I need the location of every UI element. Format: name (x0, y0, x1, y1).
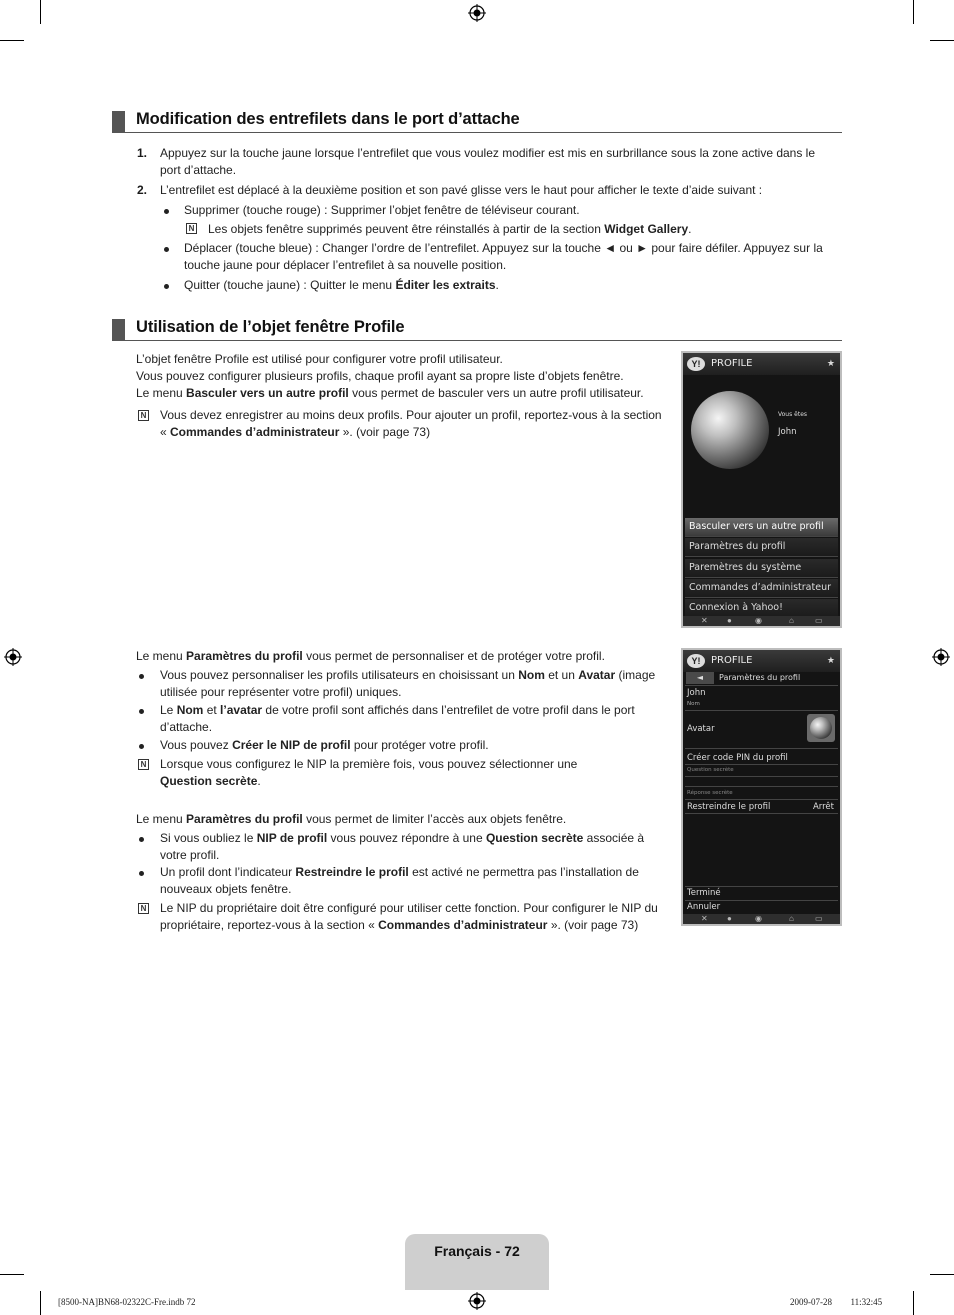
bullet (164, 209, 169, 214)
paragraph: L’objet fenêtre Profile est utilisé pour configurer votre profil utilisateur. Vous pouvez configurer plusieurs profils, chaque profil ayant sa propre liste d’objets fenêtre. Le menu Basculer vers un autre profil vous permet de basculer vers un autre profil utilisateur. (136, 352, 644, 400)
registration-mark-icon (468, 1292, 486, 1310)
step-number: 2. (137, 183, 148, 197)
crop-mark (0, 40, 24, 41)
note-icon: N (138, 903, 149, 914)
divider (685, 900, 838, 901)
crop-mark (913, 1291, 914, 1315)
home-icon: ⌂ (789, 914, 794, 923)
step-number: 1. (137, 146, 148, 160)
bullet-text: Déplacer (touche bleue) : Changer l’ordre de l’entrefilet. Appuyez sur la touche ◄ ou ► pour faire défiler. Appuyez sur la touche jaune pour déplacer l’entrefilet à sa nouvelle position. (184, 241, 823, 272)
restrict-profile-value[interactable]: Arrêt (812, 802, 834, 812)
page-number: Français - 72 (434, 1243, 520, 1259)
dot-icon: ● (727, 914, 732, 923)
bullet (164, 247, 169, 252)
note-icon: N (186, 223, 197, 234)
crop-mark (40, 1291, 41, 1315)
screen-footer-bar (683, 616, 840, 626)
screen-header (683, 353, 840, 375)
menu-item-admin-commands[interactable]: Commandes d’administrateur (685, 579, 838, 598)
divider (685, 799, 838, 800)
screen-footer-bar (683, 914, 840, 924)
bullet (164, 284, 169, 289)
restrict-profile-item[interactable]: Restreindre le profil (687, 802, 771, 812)
crop-mark (930, 1274, 954, 1275)
bullet-text: Le Nom et l’avatar de votre profil sont affichés dans l’entrefilet de votre profil dans le port d’attache. (160, 703, 635, 734)
avatar-globe (810, 717, 832, 739)
crop-mark (0, 1274, 24, 1275)
menu-item-switch-profile[interactable]: Basculer vers un autre profil (685, 518, 838, 537)
crop-mark (40, 0, 41, 24)
cancel-button[interactable]: Annuler (687, 902, 721, 912)
profile-settings-screen (681, 648, 842, 926)
menu-item-yahoo-login[interactable]: Connexion à Yahoo! (685, 599, 838, 618)
bullet (139, 709, 144, 714)
secret-answer-item[interactable]: Réponse secrète (687, 790, 733, 796)
avatar-thumbnail[interactable] (807, 714, 835, 742)
subheader: Paramètres du profil (719, 673, 801, 682)
print-slug-left: [8500-NA]BN68-02322C-Fre.indb 72 (58, 1297, 196, 1307)
note-text: Les objets fenêtre supprimés peuvent être réinstallés à partir de la section Widget Gallery. (208, 222, 692, 236)
bullet-text: Supprimer (touche rouge) : Supprimer l’objet fenêtre de téléviseur courant. (184, 203, 580, 217)
divider (685, 764, 838, 765)
section-heading (112, 318, 842, 341)
yahoo-icon: ◉ (755, 616, 762, 625)
registration-mark-icon (932, 648, 950, 666)
yahoo-logo-icon: Y! (687, 357, 705, 371)
page-number-tab (405, 1234, 549, 1290)
bullet-text: Quitter (touche jaune) : Quitter le menu Éditer les extraits. (184, 278, 499, 292)
registration-mark-icon (468, 4, 486, 22)
secret-question-item[interactable]: Question secrète (687, 767, 734, 773)
exit-icon: ▭ (815, 616, 823, 625)
note-icon: N (138, 759, 149, 770)
star-icon: ★ (826, 358, 835, 368)
bullet (139, 744, 144, 749)
exit-icon: ▭ (815, 914, 823, 923)
avatar-globe (691, 391, 769, 469)
section-heading (112, 110, 842, 133)
divider (685, 886, 838, 887)
heading-bar (112, 319, 125, 340)
bullet (139, 837, 144, 842)
divider (685, 685, 838, 686)
step-text: L’entrefilet est déplacé à la deuxième position et son pavé glisse vers le haut pour afficher le texte d’aide suivant : (160, 183, 763, 197)
user-name: John (778, 427, 797, 437)
menu-item-system-settings[interactable]: Paremètres du système (685, 559, 838, 578)
greeting-label: Vous êtes (778, 411, 808, 418)
note-text: Vous devez enregistrer au moins deux profils. Pour ajouter un profil, reportez-vous à la section « Commandes d’administrateur ». (voir page 73) (160, 408, 662, 439)
section-title: Modification des entrefilets dans le port d’attache (136, 110, 520, 128)
step-text: Appuyez sur la touche jaune lorsque l’entrefilet que vous voulez modifier est mis en surbrillance sous la zone active dans le port d’attache. (160, 146, 816, 177)
divider (685, 710, 838, 711)
bullet (139, 674, 144, 679)
done-button[interactable]: Terminé (687, 888, 721, 898)
close-icon: ✕ (701, 914, 708, 923)
yahoo-logo-icon: Y! (687, 654, 705, 668)
yahoo-icon: ◉ (755, 914, 762, 923)
crop-mark (930, 40, 954, 41)
divider (685, 813, 838, 814)
screen-title: PROFILE (711, 655, 753, 666)
paragraph: Le menu Paramètres du profil vous permet de limiter l’accès aux objets fenêtre. (136, 812, 567, 826)
note-icon: N (138, 410, 149, 421)
bullet-text: Si vous oubliez le NIP de profil vous pouvez répondre à une Question secrète associée à votre profil. (160, 831, 645, 862)
bullet-text: Vous pouvez personnaliser les profils utilisateurs en choisissant un Nom et un Avatar (image utilisée pour représenter votre profil) uniques. (160, 668, 656, 699)
registration-mark-icon (4, 648, 22, 666)
create-pin-item[interactable]: Créer code PIN du profil (687, 753, 788, 763)
divider (685, 776, 838, 777)
name-value[interactable]: John (687, 688, 706, 698)
bullet (139, 871, 144, 876)
paragraph: Le menu Paramètres du profil vous permet de personnaliser et de protéger votre profil. (136, 649, 605, 663)
heading-bar (112, 111, 125, 132)
dot-icon: ● (727, 616, 732, 625)
bullet-text: Vous pouvez Créer le NIP de profil pour protéger votre profil. (160, 738, 489, 752)
screen-title: PROFILE (711, 358, 753, 369)
crop-mark (913, 0, 914, 24)
star-icon: ★ (826, 655, 835, 665)
print-slug-right: 2009-07-28 ￿￿ 11:32:45 (790, 1297, 883, 1307)
close-icon: ✕ (701, 616, 708, 625)
name-label: Nom (687, 701, 700, 707)
note-text: Lorsque vous configurez le NIP la première fois, vous pouvez sélectionner une Question secrète. (160, 757, 578, 788)
divider (685, 786, 838, 787)
section-title: Utilisation de l’objet fenêtre Profile (136, 318, 405, 336)
home-icon: ⌂ (789, 616, 794, 625)
screen-header (683, 650, 840, 672)
menu-item-profile-settings[interactable]: Paramètres du profil (685, 538, 838, 557)
avatar-label[interactable]: Avatar (687, 724, 715, 734)
back-arrow-icon[interactable]: ◄ (686, 672, 714, 684)
divider (685, 748, 838, 749)
bullet-text: Un profil dont l’indicateur Restreindre le profil est activé ne permettra pas l’installation de nouveaux objets fenêtre. (160, 865, 639, 896)
note-text: Le NIP du propriétaire doit être configuré pour utiliser cette fonction. Pour configurer le NIP du propriétaire, reportez-vous à la section « Commandes d’administrateur ». (voir page 73) (160, 901, 658, 932)
profile-screen (681, 351, 842, 628)
